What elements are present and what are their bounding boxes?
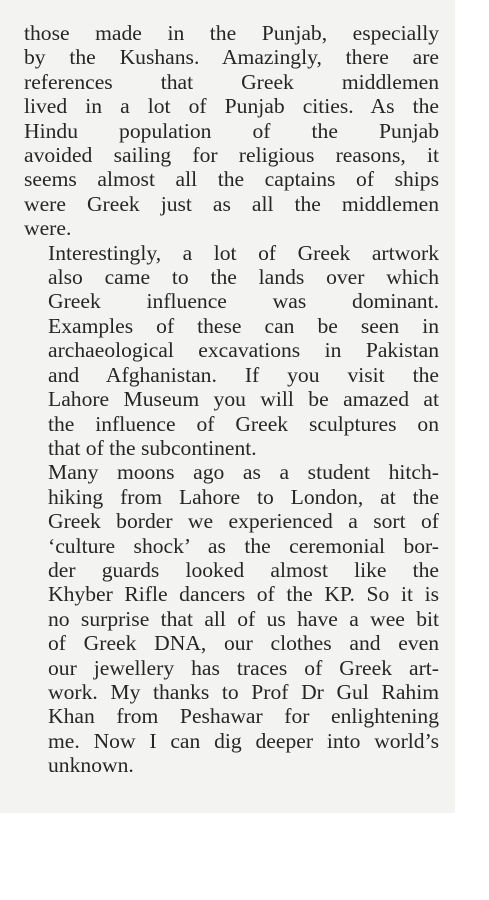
text-line: were Greek just as all the middlemen: [24, 191, 439, 216]
text-line: Many moons ago as a student hitch-: [48, 460, 439, 485]
text-line: ‘culture shock’ as the ceremonial bor-: [48, 533, 439, 558]
text-line: also came to the lands over which: [48, 265, 439, 290]
text-line: lived in a lot of Punjab cities. As the: [24, 94, 439, 119]
text-line: Khan from Peshawar for enlightening: [48, 704, 439, 729]
text-line: Khyber Rifle dancers of the KP. So it is: [48, 582, 439, 607]
paragraph-culture-shock: [24, 460, 439, 777]
text-line: references that Greek middlemen: [24, 69, 439, 94]
page-margin: [0, 813, 489, 900]
text-line: Greek border we experienced a sort of: [48, 509, 439, 534]
text-line: Greek influence was dominant.: [48, 289, 439, 314]
text-line: of Greek DNA, our clothes and even: [48, 631, 439, 656]
text-line: and Afghanistan. If you visit the: [48, 362, 439, 387]
text-line: those made in the Punjab, especially: [24, 21, 439, 45]
text-line: avoided sailing for religious reasons, it: [24, 143, 439, 168]
text-line: Hindu population of the Punjab: [24, 118, 439, 143]
text-line: unknown.: [48, 753, 134, 778]
text-line: work. My thanks to Prof Dr Gul Rahim: [48, 679, 439, 704]
text-line: our jewellery has traces of Greek art-: [48, 655, 439, 680]
paragraph-greek-artwork: [24, 241, 439, 461]
text-line: me. Now I can dig deeper into world’s: [48, 728, 439, 753]
text-line: Examples of these can be seen in: [48, 313, 439, 338]
text-line: no surprise that all of us have a wee bit: [48, 606, 439, 631]
text-line: Lahore Museum you will be amazed at: [48, 387, 439, 412]
text-line: were.: [24, 216, 72, 241]
text-line: archaeological excavations in Pakistan: [48, 338, 439, 363]
text-line: seems almost all the captains of ships: [24, 167, 439, 192]
text-line: der guards looked almost like the: [48, 557, 439, 582]
text-line: by the Kushans. Amazingly, there are: [24, 45, 439, 70]
text-line: the influence of Greek sculptures on: [48, 411, 439, 436]
text-line: hiking from Lahore to London, at the: [48, 484, 439, 509]
text-line: Interestingly, a lot of Greek artwork: [48, 240, 439, 265]
text-line: that of the subcontinent.: [48, 435, 257, 460]
paragraph-greek-middlemen: [24, 21, 439, 241]
